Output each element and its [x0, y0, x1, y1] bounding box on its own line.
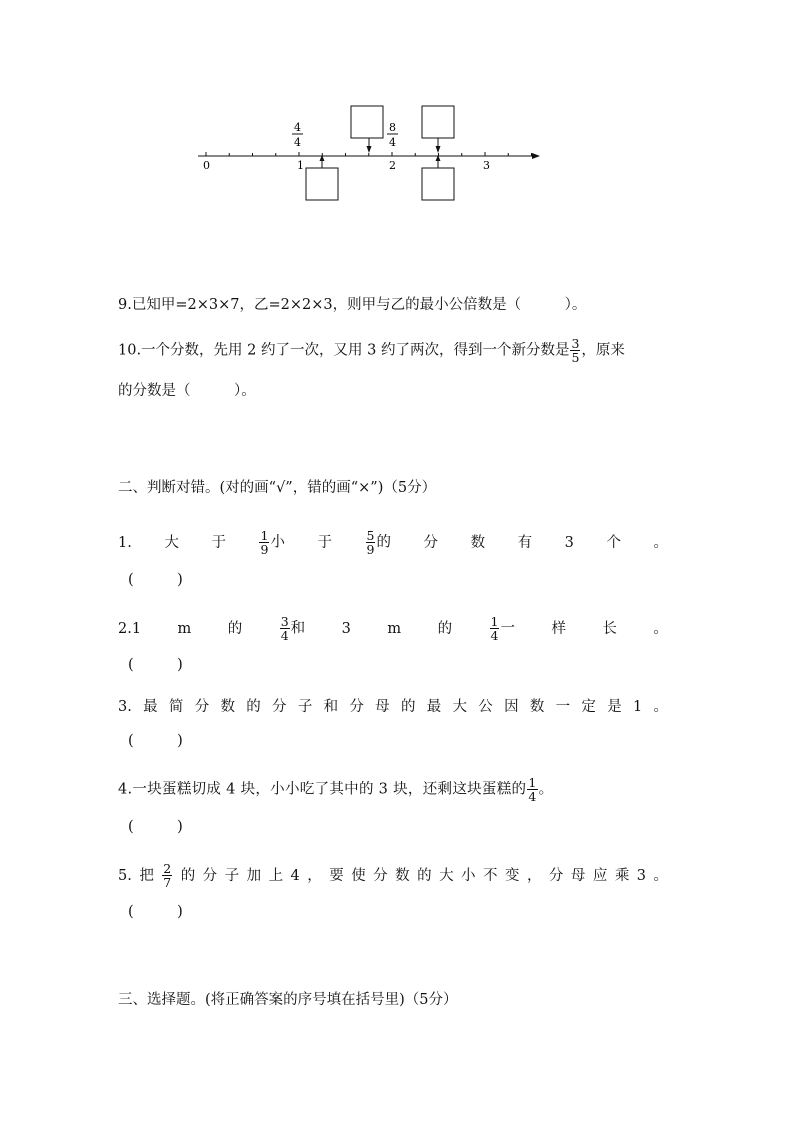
- answer-paren-5[interactable]: ( ): [128, 904, 183, 920]
- tick-label-3: 3: [483, 159, 490, 172]
- frac-den: 9: [366, 542, 375, 557]
- answer-paren-1[interactable]: ( ): [128, 572, 183, 588]
- word: 因: [504, 699, 519, 715]
- question-10-text: 10.一个分数，先用 2 约了一次，又用 3 约了两次，得到一个新分数是: [118, 342, 570, 359]
- word: 分: [423, 534, 439, 551]
- word: 1.: [118, 534, 132, 551]
- word: 子: [224, 867, 240, 884]
- frac-den: 4: [528, 789, 537, 804]
- number-line-figure: [190, 100, 550, 205]
- word: 的: [437, 620, 453, 637]
- section-3-title: 三、选择题。(将正确答案的序号填在括号里)（5分）: [118, 992, 458, 1008]
- word: 于: [211, 534, 226, 551]
- word: 的: [376, 534, 391, 551]
- frac-num: 1: [528, 775, 537, 790]
- word: 的: [180, 867, 196, 884]
- word: 简: [168, 699, 184, 715]
- frac-num: 3: [571, 336, 580, 351]
- word: 母: [375, 699, 390, 715]
- frac-num: 3: [280, 614, 289, 629]
- word: 分: [202, 867, 218, 884]
- word: 大: [452, 699, 467, 715]
- word: 一: [555, 699, 571, 715]
- frac-8-4-den: 4: [389, 136, 396, 149]
- answer-paren-4[interactable]: ( ): [128, 819, 183, 835]
- word: 数: [220, 699, 235, 715]
- word: m: [387, 620, 402, 637]
- word: 分: [194, 699, 210, 715]
- judge-item-2: [118, 615, 668, 642]
- word: 数: [529, 699, 545, 715]
- word: 2.1: [118, 620, 142, 637]
- word: 。: [653, 534, 668, 551]
- word: 是: [607, 699, 622, 715]
- word: 3.: [118, 699, 132, 715]
- judge-item-4-text: 4.一块蛋糕切成 4 块，小小吃了其中的 3 块，还剩这块蛋糕的: [118, 781, 527, 798]
- frac-4-4-den: 4: [294, 136, 301, 149]
- judge-item-3: [118, 697, 668, 717]
- word: 的: [246, 699, 261, 715]
- word: 3: [341, 620, 351, 637]
- word-with-fraction: [258, 529, 284, 556]
- word: 一: [500, 620, 515, 637]
- word: 把: [139, 867, 154, 884]
- word: 和: [323, 699, 339, 715]
- word: 3: [564, 534, 574, 551]
- frac-den: 5: [571, 350, 580, 365]
- word: 的: [227, 620, 243, 637]
- question-10-line1: [118, 337, 625, 364]
- answer-box-top-right[interactable]: [422, 106, 454, 138]
- word: 使: [351, 867, 366, 884]
- question-10-line2: 的分数是（ ）。: [118, 383, 256, 399]
- judge-item-4-end: 。: [538, 781, 554, 798]
- frac-den: 4: [490, 628, 499, 643]
- arrow-down-left-head: [367, 146, 372, 153]
- word: 样: [551, 620, 566, 637]
- answer-box-bottom-left[interactable]: [306, 168, 338, 200]
- word: 有: [517, 534, 533, 551]
- word: 数: [470, 534, 486, 551]
- word: 分: [349, 699, 364, 715]
- word: 数: [395, 867, 410, 884]
- fraction-1-4: [490, 615, 500, 642]
- word: 的: [400, 699, 416, 715]
- question-9: 9.已知甲=2×3×7，乙=2×2×3，则甲与乙的最小公倍数是（ ）。: [118, 297, 587, 313]
- word: 。: [653, 867, 668, 884]
- arrow-down-right-head: [436, 146, 441, 153]
- section-2-title: 二、判断对错。(对的画“√”，错的画“×”)（5分）: [118, 480, 437, 496]
- word: 分: [272, 699, 287, 715]
- frac-num: 5: [366, 528, 375, 543]
- word: 公: [478, 699, 493, 715]
- answer-paren-2[interactable]: ( ): [128, 657, 183, 673]
- frac-4-4-num: 4: [294, 121, 301, 134]
- answer-paren-3[interactable]: ( ): [128, 733, 183, 749]
- word: m: [177, 620, 192, 637]
- word: 母: [570, 867, 586, 884]
- judge-item-1: [118, 529, 668, 556]
- word: 分: [373, 867, 388, 884]
- judge-item-5: [118, 862, 668, 889]
- question-10-text-end: ，原来: [581, 342, 625, 359]
- frac-den: 7: [163, 875, 172, 890]
- fraction-5-9: [366, 529, 376, 556]
- word: 大: [439, 867, 454, 884]
- word-with-fraction: [489, 615, 515, 642]
- number-line: [198, 152, 540, 159]
- word-with-fraction: [279, 615, 305, 642]
- tick-label-0: 0: [203, 159, 210, 172]
- word: 大: [164, 534, 179, 551]
- word: 最: [143, 699, 158, 715]
- word: 小: [461, 867, 476, 884]
- word-with-fraction: [365, 529, 391, 556]
- word: 个: [606, 534, 621, 551]
- word: 最: [426, 699, 442, 715]
- frac-8-4-num: 8: [389, 121, 396, 134]
- word: 子: [297, 699, 313, 715]
- fraction-2-7: [162, 862, 172, 889]
- word: 小: [270, 534, 285, 551]
- word: 。: [653, 620, 668, 637]
- word: 3: [636, 867, 647, 884]
- word: 加: [246, 867, 262, 884]
- axis-arrow-head: [532, 153, 540, 159]
- word: 变: [504, 867, 520, 884]
- word: 定: [581, 699, 596, 715]
- fraction-3-5: [570, 337, 580, 364]
- word: 于: [317, 534, 332, 551]
- word: ，: [307, 867, 322, 884]
- answer-box-bottom-right[interactable]: [422, 168, 454, 200]
- tick-label-2: 2: [389, 159, 396, 172]
- word: 分: [548, 867, 564, 884]
- word: 和: [290, 620, 306, 637]
- word: 5.: [118, 867, 132, 884]
- fraction-1-4: [527, 776, 537, 803]
- fraction-3-4: [280, 615, 290, 642]
- word: 长: [602, 620, 617, 637]
- frac-den: 9: [260, 542, 269, 557]
- judge-item-4: [118, 776, 553, 803]
- fraction-1-9: [259, 529, 269, 556]
- answer-box-top-left[interactable]: [351, 106, 383, 138]
- word: 。: [653, 699, 668, 715]
- word: 要: [329, 867, 344, 884]
- word: ，: [526, 867, 542, 884]
- frac-num: 2: [163, 861, 172, 876]
- word: 乘: [614, 867, 630, 884]
- word: 上: [268, 867, 284, 884]
- word: 不: [483, 867, 498, 884]
- frac-den: 4: [280, 628, 289, 643]
- tick-label-1: 1: [297, 159, 304, 172]
- word: 的: [417, 867, 432, 884]
- word: 应: [592, 867, 608, 884]
- frac-num: 1: [260, 528, 269, 543]
- word: 1: [632, 699, 643, 715]
- word: 4: [290, 867, 300, 884]
- frac-num: 1: [490, 614, 499, 629]
